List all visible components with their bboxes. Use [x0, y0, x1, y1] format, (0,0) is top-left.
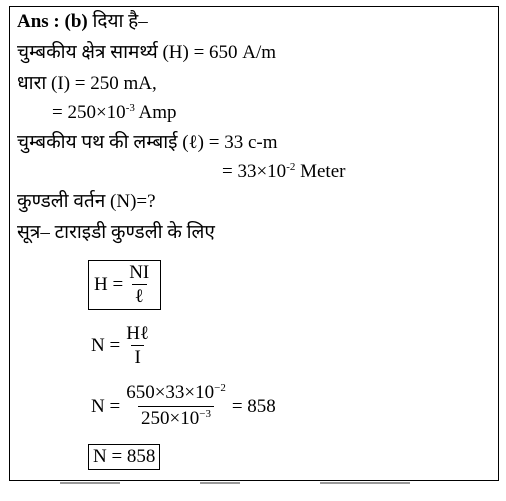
formula-box [88, 260, 161, 310]
rearranged-lhs: N = [91, 335, 121, 356]
rearranged-denominator: I [131, 345, 143, 368]
given-label: दिया है– [87, 11, 148, 32]
boxed-formula [88, 260, 161, 310]
rearranged-numerator: Hℓ [126, 323, 150, 344]
cropped-text-fragment [60, 482, 120, 484]
answer-label: Ans : (b) [17, 11, 88, 32]
answer-heading [17, 11, 148, 33]
substitution-fraction [123, 383, 229, 431]
formula-fraction [126, 263, 152, 307]
substitution-numerator [123, 383, 229, 406]
substitution-formula [91, 383, 276, 431]
substitution-result: = 858 [231, 396, 276, 417]
denominator-exponent: −3 [199, 408, 211, 420]
numerator-value: 650×33×10 [126, 382, 215, 403]
rearranged-formula [91, 324, 155, 368]
length-value: = 33×10 [222, 161, 287, 182]
length-exponent: -2 [286, 161, 296, 173]
formula-lhs: H = [94, 274, 124, 295]
path-length-converted-line [222, 161, 345, 185]
path-length-line: चुम्बकीय पथ की लम्बाई (ℓ) = 33 c-m [17, 132, 278, 153]
current-exponent: -3 [125, 102, 135, 114]
current-converted-line [52, 102, 177, 126]
current-value: = 250×10 [52, 102, 126, 123]
length-unit: Meter [295, 161, 346, 182]
rearranged-fraction [123, 324, 152, 368]
field-strength-line: चुम्बकीय क्षेत्र सामर्थ्य (H) = 650 A/m [17, 42, 277, 63]
formula-intro-line: सूत्र– टाराइडी कुण्डली के लिए [17, 222, 215, 243]
substitution-lhs: N = [91, 396, 121, 417]
numerator-exponent: −2 [214, 382, 226, 394]
turns-line: कुण्डली वर्तन (N)=? [17, 191, 156, 212]
formula-numerator: NI [129, 262, 150, 283]
cropped-text-fragment [200, 482, 240, 484]
current-line: धारा (I) = 250 mA, [17, 73, 157, 94]
denominator-value: 250×10 [141, 408, 200, 429]
cropped-text-fragment [320, 482, 410, 484]
substitution-denominator [138, 406, 214, 431]
formula-denominator: ℓ [132, 284, 147, 307]
current-unit: Amp [134, 102, 177, 123]
final-answer: N = 858 [88, 444, 160, 470]
